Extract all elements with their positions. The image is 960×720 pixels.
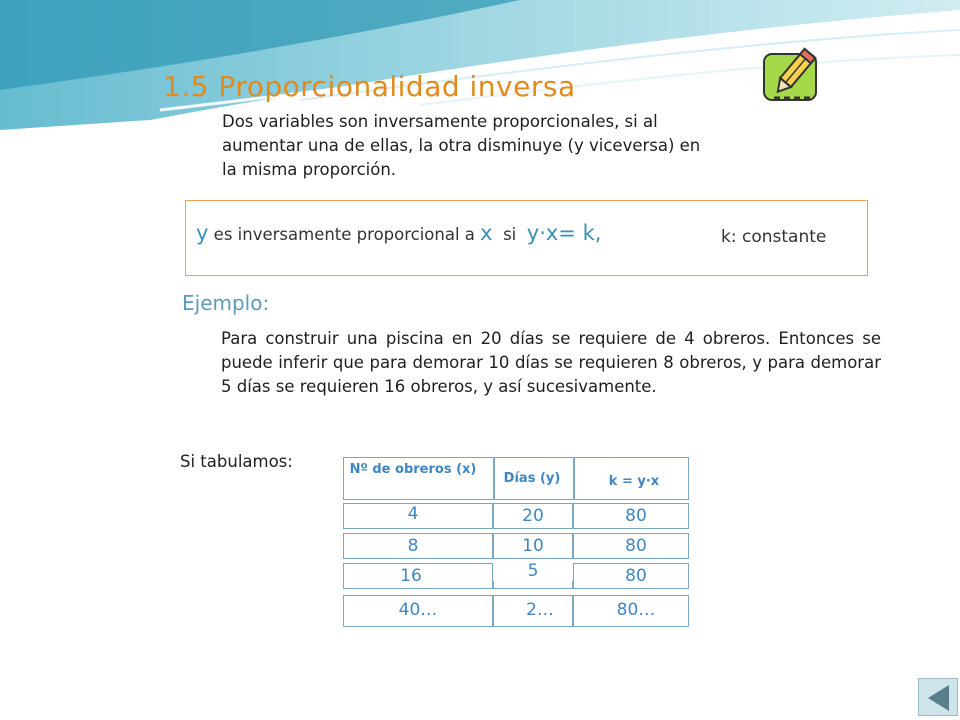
- back-arrow-icon: [919, 679, 959, 717]
- table-value: 80: [625, 536, 647, 556]
- intro-text: [222, 110, 852, 182]
- table-value: 16: [400, 566, 422, 586]
- table-header-k: k = y·x: [608, 474, 660, 489]
- pencil-icon: [760, 46, 824, 106]
- table-value: 20: [522, 506, 544, 526]
- definition-middle-text: es inversamente proporcional a: [208, 225, 481, 244]
- example-heading: Ejemplo:: [182, 291, 270, 315]
- header-divider: [573, 457, 575, 500]
- intro-line: la misma proporción.: [222, 160, 397, 179]
- table-value: 40…: [398, 600, 438, 620]
- page-title: 1.5 Proporcionalidad inversa: [163, 70, 576, 103]
- header-divider: [493, 457, 495, 500]
- example-text: Para construir una piscina en 20 días se requiere de 4 obreros. Entonces se puede inferir que para demorar 10 días se requieren 8 obreros, y para demorar 5 días se requieren 16 obreros, y así sucesivamente.: [221, 329, 881, 396]
- variable-y: y: [196, 221, 209, 245]
- definition-si: si: [492, 225, 527, 244]
- constant-label: k: constante: [721, 227, 827, 247]
- table-header-obreros: Nº de obreros (x): [349, 462, 477, 477]
- intro-line: Dos variables son inversamente proporcionales, si al: [222, 112, 658, 131]
- intro-line: aumentar una de ellas, la otra disminuye (y viceversa) en: [222, 136, 701, 155]
- table-value: 80…: [616, 600, 656, 620]
- definition-formula: y·x= k,: [526, 221, 602, 245]
- table-value: 10: [522, 536, 544, 556]
- table-value: 4: [407, 504, 419, 524]
- variable-x: x: [480, 221, 493, 245]
- table-value: 2…: [526, 600, 554, 620]
- back-button[interactable]: [918, 678, 958, 716]
- definition-statement: [196, 221, 601, 245]
- table-value: 5: [493, 561, 573, 581]
- table-value: 8: [407, 536, 419, 556]
- table-lead: Si tabulamos:: [180, 452, 293, 471]
- definition-box: [185, 200, 868, 276]
- table-value: 80: [625, 566, 647, 586]
- table-header-dias: Días (y): [503, 471, 561, 486]
- table-header-row: [343, 457, 689, 500]
- table-value: 80: [625, 506, 647, 526]
